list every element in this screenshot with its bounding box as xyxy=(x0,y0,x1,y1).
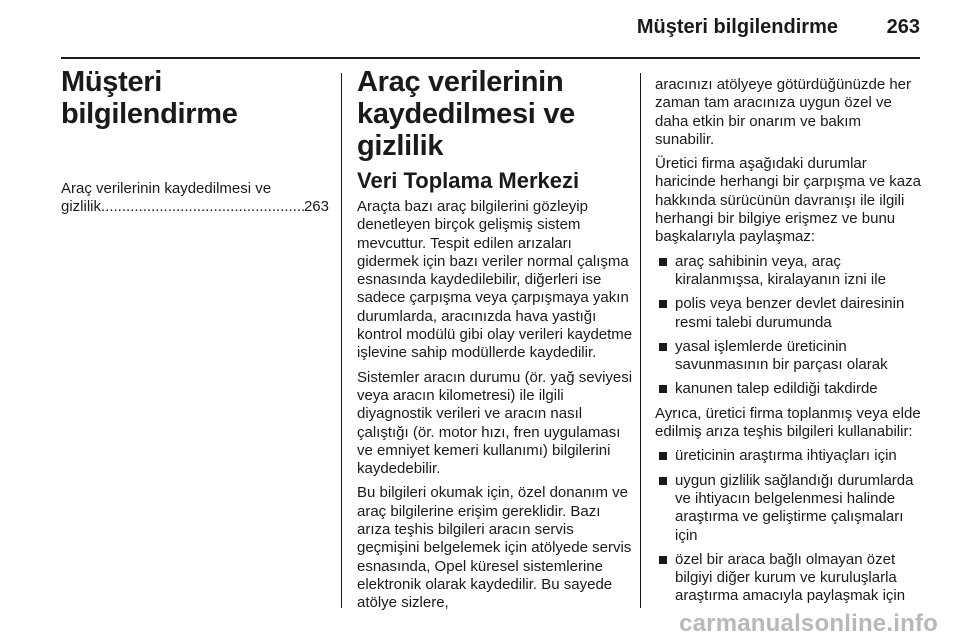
running-header-title: Müşteri bilgilendirme xyxy=(636,16,838,38)
list-item: yasal işlemlerde üreticinin savunmasının bir parçası olarak xyxy=(655,338,923,375)
square-bullet-icon xyxy=(659,300,667,308)
square-bullet-icon xyxy=(659,452,667,460)
square-bullet-icon xyxy=(659,556,667,564)
toc-entry-text-cont: gizlilik xyxy=(61,198,102,215)
paragraph: Üretici firma aşağıdaki durumlar haricinde herhangi bir çarpışma ve kaza hakkında sürücünün davranışı ile ilgili herhangi bir bilgiye erişmez ve bunu başkalarıyla paylaşmaz: xyxy=(655,155,921,246)
list-item: kanunen talep edildiği takdirde xyxy=(655,380,923,398)
bullet-list xyxy=(655,447,923,605)
square-bullet-icon xyxy=(659,258,667,266)
toc-entry[interactable] xyxy=(61,180,329,216)
column-middle xyxy=(357,66,635,619)
section-title-line2: kaydedilmesi ve gizlilik xyxy=(357,98,575,162)
page-header xyxy=(0,14,920,48)
paragraph: Sistemler aracın durumu (ör. yağ seviyesi veya aracın kilometresi) ile ilgili diyagnostik verileri ve aracın nasıl çalıştığı (ör. motor hızı, fren uygulaması ve emniyet kemeri kullanımı) bilgilerini kaydedebilir. xyxy=(357,368,633,478)
column-divider xyxy=(341,73,342,608)
toc-entry-page: 263 xyxy=(303,198,329,215)
list-item: araç sahibinin veya, araç kiralanmışsa, kiralayanın izni ile xyxy=(655,253,923,290)
column-divider xyxy=(640,73,641,608)
square-bullet-icon xyxy=(659,343,667,351)
list-item: uygun gizlilik sağlandığı durumlarda ve ihtiyacın belgelenmesi halinde araştırma ve geliştirme çalışmaları için xyxy=(655,472,923,545)
toc-entry-text: Araç verilerinin kaydedilmesi ve xyxy=(61,180,272,197)
list-item: polis veya benzer devlet dairesinin resmi talebi durumunda xyxy=(655,295,923,332)
toc-leader-dots xyxy=(101,198,304,216)
column-right xyxy=(655,76,923,612)
chapter-title: Müşteri bilgilendirme xyxy=(61,66,238,130)
paragraph: Bu bilgileri okumak için, özel donanım ve araç bilgilerine erişim gereklidir. Bazı arıza teşhis bilgileri aracın servis geçmişini belgelemek için atölyede servis esnasında, Opel küresel sistemlerine elektronik olarak kaydedilir. Bu sayede atölye sizlere, xyxy=(357,484,632,612)
list-item: üreticinin araştırma ihtiyaçları için xyxy=(655,447,923,465)
column-left xyxy=(61,66,329,216)
square-bullet-icon xyxy=(659,385,667,393)
list-item: özel bir araca bağlı olmayan özet bilgiyi diğer kurum ve kuruluşlarla araştırma amacıyla paylaşmak için xyxy=(655,551,923,606)
section-title xyxy=(357,66,635,162)
paragraph: Araçta bazı araç bilgilerini gözleyip denetleyen birçok gelişmiş sistem mevcuttur. Tespit edilen arızaları gidermek için bazı veriler normal çalışma esnasında kaydedilebilir, diğerleri ise sadece çarpışma veya çarpışmaya yakın durumlarda, aracınızda hava yastığı kontrol modülü gibi olay verileri kaydetme işlevine sahip modüllerde kaydedilir. xyxy=(357,198,633,362)
page-number: 263 xyxy=(886,16,920,38)
watermark-text: carmanualsonline.info xyxy=(679,610,938,637)
header-rule xyxy=(61,57,920,59)
paragraph: aracınızı atölyeye götürdüğünüzde her zaman tam aracınıza uygun özel ve daha etkin bir onarım ve bakım sunabilir. xyxy=(655,76,912,148)
bullet-list xyxy=(655,253,923,399)
paragraph: Ayrıca, üretici firma toplanmış veya elde edilmiş arıza teşhis bilgileri kullanabilir: xyxy=(655,404,921,441)
square-bullet-icon xyxy=(659,477,667,485)
subsection-title: Veri Toplama Merkezi xyxy=(357,168,580,193)
section-title-line1: Araç verilerinin xyxy=(357,66,564,98)
